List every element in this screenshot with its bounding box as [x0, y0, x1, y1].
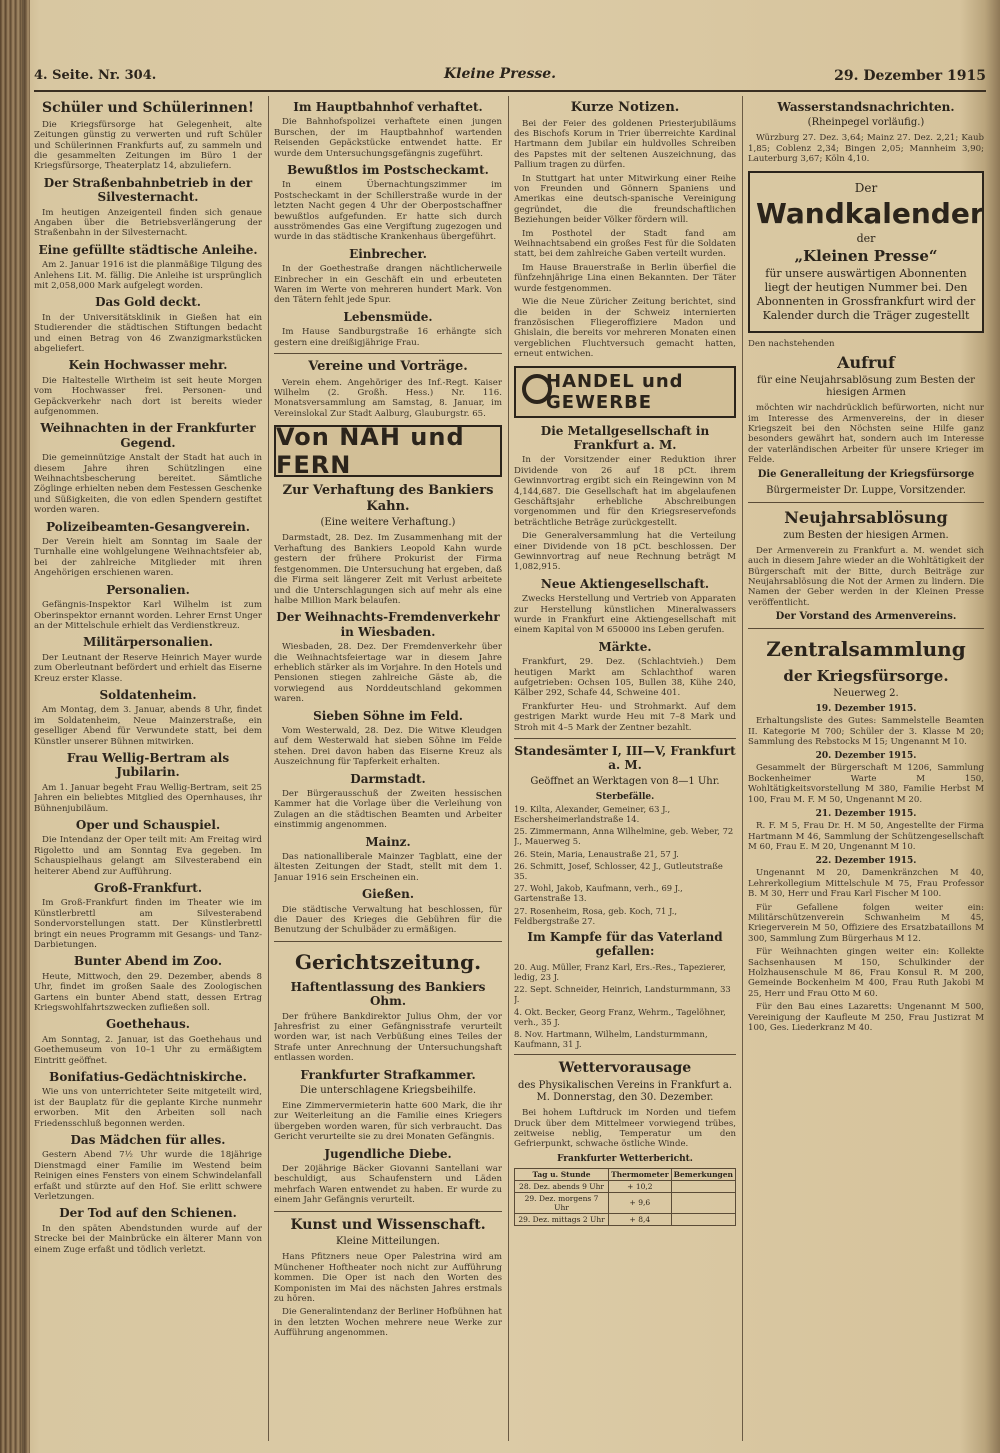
article-text: Die Generalversammlung hat die Verteilung einer Dividende von 18 pCt. beschlossen. Der Gewinnvortrag auf neue Rechnung beträgt M 1,082,915.	[514, 531, 736, 573]
headline: Der Straßenbahnbetrieb in der Silvesternacht.	[43, 175, 253, 205]
headline: Bonifatius-Gedächtniskirche.	[49, 1070, 247, 1084]
section-rule	[274, 1211, 502, 1212]
column-rule	[742, 96, 743, 1441]
article-text: In den späten Abendstunden wurde auf der Strecke bei der Mainbrücke ein älterer Mann von einem Zuge erfaßt und tödlich verletzt.	[34, 1223, 262, 1255]
book-binding	[0, 0, 30, 1453]
article-text: Im heutigen Anzeigenteil finden sich genaue Angaben über die Betriebsverlängerung der Straßenbahn in der Silvesternacht.	[34, 207, 262, 239]
section-headline: Kurze Notizen.	[570, 100, 680, 115]
wandkalender-advertisement	[748, 171, 984, 333]
subheadline: des Physikalischen Vereins in Frankfurt a. M. Donnerstag, den 30. Dezember.	[517, 1080, 733, 1104]
article-text: Heute, Mittwoch, den 29. Dezember, abends 8 Uhr, findet im großen Saale des Zoologischen Gartens ein bunter Abend statt, dessen Ertrag Kriegswohlfahrtszwecken zufließen soll.	[34, 971, 262, 1013]
article-text: Die Generalintendanz der Berliner Hofbühnen hat in den letzten Wochen mehrere neue Werke zur Aufführung angenommen.	[274, 1307, 502, 1339]
article-text: Am Sonntag, 2. Januar, ist das Goethehaus und Goethemuseum von 10–1 Uhr zu ermäßigtem Eintritt geöffnet.	[34, 1034, 262, 1066]
issue-date: 29. Dezember 1915	[834, 68, 986, 84]
date-heading: 22. Dezember 1915.	[815, 856, 917, 867]
headline: Der Weihnachts-Fremdenverkehr in Wiesbaden.	[276, 610, 500, 639]
page-header	[34, 66, 986, 92]
article-text: Gesammelt der Bürgerschaft M 1206, Sammlung Bockenheimer Warte M 150, Wohltätigkeitsvorstellung M 380, Familie Herbst M 100, Frau M. F. M 50, Ungenannt M 20.	[748, 763, 984, 805]
address: Neuerweg 2.	[833, 688, 899, 700]
article-text: Zwecks Herstellung und Vertrieb von Apparaten zur Herstellung künstlichen Mineralwassers wurde in Frankfurt eine Aktiengesellschaft mit einem Kapital von M 650000 ins Leben gerufen.	[514, 594, 736, 636]
article-text: Vom Westerwald, 28. Dez. Die Witwe Kleudgen auf dem Westerwald hat sieben Söhne im Felde stehen. Drei davon haben das Eiserne Kreuz als Auszeichnung für Tapferkeit erhalten.	[274, 725, 502, 768]
headline: Zur Verhaftung des Bankiers Kahn.	[282, 483, 494, 514]
headline: Haftentlassung des Bankiers Ohm.	[290, 979, 486, 1009]
column-rule	[508, 96, 509, 1441]
headline: Wasserstandsnachrichten.	[777, 100, 955, 114]
table-cell: + 9,6	[609, 1192, 672, 1213]
headline: Lebensmüde.	[343, 309, 433, 324]
headline: Aufruf	[837, 353, 895, 373]
section-rule	[514, 1054, 736, 1055]
ad-line: der	[856, 231, 876, 245]
date-heading: 20. Dezember 1915.	[815, 751, 917, 762]
list-item: 26. Stein, Maria, Lenaustraße 21, 57 J.	[514, 848, 679, 859]
article-text: Die gemeinnützige Anstalt der Stadt hat auch in diesem Jahre ihren Schützlingen eine Weihnachtsbescherung bereitet. Sämtliche Zöglinge erhielten neben dem Festessen Geschenke und Süßigkeiten, die von edlen Spendern gestiftet worden waren.	[34, 453, 262, 516]
list-item: 19. Kilta, Alexander, Gemeiner, 63 J., Eschersheimerlandstraße 14.	[514, 803, 671, 825]
article-text: Frankfurter Heu- und Strohmarkt. Auf dem gestrigen Markt wurde Heu mit 7–8 Mark und Stroh mit 4–5 Mark der Zentner bezahlt.	[514, 701, 736, 733]
table-header: Tag u. Stunde	[515, 1168, 609, 1180]
table-row	[515, 1180, 736, 1192]
headline: Personalien.	[106, 582, 190, 597]
article-text: Wiesbaden, 28. Dez. Der Fremdenverkehr über die Weihnachtsfeiertage war in diesem Jahre erheblich stärker als im Vorjahre. In den Hotels und Pensionen stiegen zahlreiche Gäste ab, die vorwiegend aus Norddeutschland gekommen waren.	[274, 642, 502, 705]
gear-icon	[522, 374, 552, 404]
section-headline-gerichtszeitung: Gerichtszeitung.	[294, 949, 482, 974]
headline: Kein Hochwasser mehr.	[68, 358, 228, 373]
table-cell	[671, 1180, 735, 1192]
date-heading: 19. Dezember 1915.	[815, 704, 917, 715]
signature: Die Generalleitung der Kriegsfürsorge	[757, 468, 975, 480]
list-item: 4. Okt. Becker, Georg Franz, Wehrm., Tagelöhner, verh., 35 J.	[514, 1006, 726, 1027]
list-item: 26. Schmitt, Josef, Schlosser, 42 J., Gutleutstraße 35.	[514, 860, 723, 882]
article-text: In der Universitätsklinik in Gießen hat ein Studierender die städtischen Stiftungen bedacht und einen Betrag von 46 Zwanzigmarkstücken abgeliefert.	[34, 312, 262, 355]
headline: Schüler und Schülerinnen!	[42, 100, 254, 116]
table-cell: + 8,4	[609, 1213, 672, 1225]
headline: Weihnachten in der Frankfurter Gegend.	[40, 421, 256, 450]
article-text: Für Weihnachten gingen weiter ein: Kollekte Sachsenhausen M 150, Schulkinder der Holzhausenschule M 86, Frau Konsul R. M 200, Gemeinde Bockenheim M 400, Frau Ruth Jakobi M 25, Herr und Frau Otto M 60.	[748, 947, 984, 999]
article-text: möchten wir nachdrücklich befürworten, nicht nur im Interesse des Armenvereins, der in dieser Kriegszeit bei den Nöchsten seine Hilfe ganz besonders gewährt hat, sondern auch im Interesse der vaterländischen Arbeiter für unsere Krieger im Felde.	[748, 403, 984, 466]
headline: Darmstadt.	[350, 771, 426, 786]
subheadline: zum Besten der hiesigen Armen.	[783, 529, 949, 541]
article-text: Der Verein hielt am Sonntag im Saale der Turnhalle eine wohlgelungene Weihnachtsfeier ab, bei der zahlreiche Mitglieder mit ihren Angehörigen erschienen waren.	[34, 537, 262, 579]
headline: Der Tod auf den Schienen.	[59, 1206, 237, 1221]
article-text: In der Vorsitzender einer Reduktion ihrer Dividende von 26 auf 18 pCt. ihrem Gewinnvortrag ergibt sich ein Reingewinn von M 4,144,687. Die Gesellschaft hat im abgelaufenen Geschäftsjahr erhebliche Abschreibungen vorgenommen und für den Kriegsreservefonds beträchtliche Beträge zurückgestellt.	[514, 455, 736, 528]
article-text: Am Montag, dem 3. Januar, abends 8 Uhr, findet im Soldatenheim, Neue Mainzerstraße, ein geselliger Abend für Verwundete statt, bei dem Künstler unserer Bühnen mitwirken.	[34, 705, 262, 747]
article-text: Gestern Abend 7½ Uhr wurde die 18jährige Dienstmagd einer Familie im Westend beim Reinigen eines Fensters von einem Schwindelanfall erfaßt und stürzte auf den Hof. Sie erlitt schwere Verletzungen.	[34, 1150, 262, 1203]
table-row	[515, 1192, 736, 1213]
headline: Frau Wellig-Bertram als Jubilarin.	[66, 750, 230, 780]
ad-line: Der	[854, 180, 878, 195]
article-text: Am 1. Januar begeht Frau Wellig-Bertram, seit 25 Jahren ein beliebtes Mitglied des Opernhauses, ihr Bühnenjubiläum.	[34, 782, 262, 814]
list-item: 27. Rosenheim, Rosa, geb. Koch, 71 J., Feldbergstraße 27.	[514, 905, 678, 926]
headline: Im Hauptbahnhof verhaftet.	[293, 100, 483, 114]
article-text: Der frühere Bankdirektor Julius Ohm, der vor Jahresfrist zu einer Gefängnisstrafe verurteilt worden war, ist nach Verbüßung eines Teiles der Strafe unter Anrechnung der Untersuchungshaft entlassen worden.	[274, 1011, 502, 1064]
headline: Sieben Söhne im Feld.	[313, 708, 463, 723]
article-text: Wie die Neue Züricher Zeitung berichtet, sind die beiden in der Schweiz internierten französischen Fliegeroffiziere Madon und Ghislain, die bereits vor mehreren Monaten einen vergeblichen Fluchtversuch gemacht hatten, erneut entwichen.	[514, 297, 736, 360]
article-text: In der Goethestraße drangen nächtlicherweile Einbrecher in ein Geschäft ein und erbeuteten Waren im Werte von mehreren hundert Mark. Von den Tätern fehlt jede Spur.	[274, 264, 502, 306]
article-text: Die Bahnhofspolizei verhaftete einen jungen Burschen, der im Hauptbahnhof wartenden Reisenden Gepäckstücke entwendet hatte. Er wurde dem Untersuchungsgefängnis zugeführt.	[274, 117, 502, 159]
article-text: Bei der Feier des goldenen Priesterjubiläums des Bischofs Korum in Trier überreichte Kardinal Hartmann dem Jubilar ein huldvolles Schreiben des Papstes mit der seltenen Auszeichnung, das Pallium tragen zu dürfen.	[514, 118, 736, 171]
article-text: In einem Übernachtungszimmer im Postscheckamt in der Schillerstraße wurde in der letzten Nacht gegen 4 Uhr der Oberpostschaffner bewußtlos aufgefunden. Er hatte sich durch ausströmendes Gas eine Vergiftung zugezogen und wurde in das städtische Krankenhaus übergeführt.	[274, 180, 502, 243]
ad-subtitle: „Kleinen Presse“	[794, 246, 938, 265]
subheadline: (Eine weitere Verhaftung.)	[320, 517, 456, 529]
section-headline: Standesämter I, III—V, Frankfurt a. M.	[514, 744, 736, 773]
article-text: Ungenannt M 20, Damenkränzchen M 40, Lehrerkollegium Mittelschule M 75, Frau Professor B. M 30, Herr und Frau Karl Fischer M 100.	[748, 868, 984, 900]
article-text: Im Hause Sandburgstraße 16 erhängte sich gestern eine dreißigjährige Frau.	[274, 327, 502, 348]
table-cell	[671, 1192, 735, 1213]
headline: Mainz.	[365, 834, 411, 849]
article-text: Der Armenverein zu Frankfurt a. M. wendet sich auch in diesem Jahre wieder an die Wohltätigkeit der Bürgerschaft mit der Bitte, durch Beiträge zur Neujahrsablösung die Not der Armen zu lindern. Die Namen der Geber werden in der Kleinen Presse veröffentlicht.	[748, 545, 984, 608]
article-text: Erhaltungsliste des Gutes: Sammelstelle Beamten II. Kategorie M 700; Schüler der 3. Klasse M 20; Sammlung des Rebstocks M 15; Ungenannt M 10.	[748, 716, 984, 748]
article-text: Die städtische Verwaltung hat beschlossen, für die Dauer des Krieges die Gebühren für die Benutzung der Schulbäder zu ermäßigen.	[274, 904, 502, 936]
newspaper-sheet	[34, 66, 986, 1446]
section-rule	[514, 738, 736, 739]
subheadline: Geöffnet an Werktagen von 8—1 Uhr.	[530, 775, 720, 787]
table-cell	[671, 1213, 735, 1225]
headline: Oper und Schauspiel.	[75, 817, 221, 832]
headline: Bewußtlos im Postscheckamt.	[287, 163, 489, 178]
headline: Gießen.	[361, 887, 415, 902]
article-text: In Stuttgart hat unter Mitwirkung einer Reihe von Freunden und Gönnern Spaniens und Amerikas eine deutsch-spanische Vereinigung gegründet, die die freundschaftlichen Beziehungen beider Völker fördern will.	[514, 173, 736, 226]
article-text: Die Haltestelle Wirtheim ist seit heute Morgen vom Hochwasser frei. Personen- und Gepäckverkehr nach dort ist bereits wieder aufgenommen.	[34, 375, 262, 418]
headline: Jugendliche Diebe.	[324, 1146, 452, 1161]
table-header: Bemerkungen	[671, 1168, 735, 1180]
subheadline: Kleine Mitteilungen.	[336, 1236, 440, 1248]
article-text: Hans Pfitzners neue Oper Palestrina wird am Münchener Hoftheater noch nicht zur Aufführung kommen. Die Oper ist nach den Worten des Komponisten im Mai des nächsten Jahres erstmals zu hören.	[274, 1252, 502, 1305]
article-text: Frankfurt, 29. Dez. (Schlachtvieh.) Dem heutigen Markt am Schlachthof waren aufgetrieben: Ochsen 105, Bullen 38, Kühe 240, Kälber 292, Schafe 44, Schweine 401.	[514, 657, 736, 699]
article-text: Die Kriegsfürsorge hat Gelegenheit, alte Zeitungen günstig zu verwerten und ruft Schüler und Schülerinnen Frankfurts auf, zu sammeln und die gesammelten Zeitungen im Büro 1 der Kriegsfürsorge, Theaterplatz 14, abzuliefern.	[34, 119, 262, 172]
article-text: Der 20jährige Bäcker Giovanni Santellani war beschuldigt, aus Schaufenstern und Läden mehrfach Waren entwendet zu haben. Er wurde zu einem Jahr Gefängnis verurteilt.	[274, 1164, 502, 1206]
article-text: Im Hause Brauerstraße in Berlin überfiel die fünfzehnjährige Lina einen Bekannten. Der Täter wurde festgenommen.	[514, 262, 736, 294]
subheadline: der Kriegsfürsorge.	[783, 667, 949, 686]
article-text: Der Bürgerausschuß der Zweiten hessischen Kammer hat die Vorlage über die Verleihung von Zulagen an die städtischen Beamten und Arbeiter einstimmig angenommen.	[274, 788, 502, 831]
article-text: Darmstadt, 28. Dez. Im Zusammenhang mit der Verhaftung des Bankiers Leopold Kahn wurde gestern der frühere Prokurist der Firma festgenommen. Die Untersuchung hat ergeben, daß die Firma seit längerer Zeit mit Verlust arbeitete und die Unterschlagungen sich auf mehr als eine halbe Million Mark belaufen.	[274, 533, 502, 606]
section-headline-zentralsammlung: Zentralsammlung	[766, 637, 966, 662]
table-cell: 29. Dez. morgens 7 Uhr	[515, 1192, 609, 1213]
section-rule	[748, 502, 984, 503]
article-text: Am 2. Januar 1916 ist die planmäßige Tilgung des Anlehens Lit. M. fällig. Die Anleihe ist ursprünglich mit 2,058,000 Mark aufgelegt worden.	[34, 260, 262, 292]
headline: Eine gefüllte städtische Anleihe.	[38, 242, 258, 257]
article-text: Eine Zimmervermieterin hatte 600 Mark, die ihr zur Weiterleitung an die Familie eines Kriegers übergeben worden waren, für sich verbraucht. Das Gericht verurteilte sie zu drei Monaten Gefängnis.	[274, 1100, 502, 1143]
headline: Märkte.	[598, 639, 652, 654]
article-text: R. F. M 5, Frau Dr. H. M 50, Angestellte der Firma Hartmann M 46, Sammlung der Schützengesellschaft M 60, Frau E. M 20, Ungenannt M 10.	[748, 821, 984, 852]
list-heading: Sterbefälle.	[595, 791, 655, 802]
table-title: Frankfurter Wetterbericht.	[557, 1153, 693, 1164]
article-text: Im Posthotel der Stadt fand am Weihnachtsabend ein großes Fest für die Soldaten statt, bei dem zahlreiche Gaben verteilt wurden.	[514, 228, 736, 260]
list-item: 20. Aug. Müller, Franz Karl, Ers.-Res., Tapezierer, ledig, 23 J.	[514, 961, 726, 983]
binding-shadow	[22, 0, 25, 1453]
article-text: Den nachstehenden	[748, 338, 835, 349]
headline: Das Gold deckt.	[95, 295, 201, 310]
article-text: Gefängnis-Inspektor Karl Wilhelm ist zum Oberinspektor ernannt worden. Lehrer Ernst Unger an der Mittelschule erhielt das Verdienstkreuz.	[34, 600, 262, 631]
subheadline: (Rheinpegel vorläufig.)	[807, 117, 925, 129]
article-text: Der Leutnant der Reserve Heinrich Mayer wurde zum Oberleutnant befördert und erhielt das Eiserne Kreuz erster Klasse.	[34, 652, 262, 684]
headline: Goethehaus.	[106, 1017, 190, 1032]
list-item: 22. Sept. Schneider, Heinrich, Landsturmmann, 33 J.	[514, 984, 731, 1005]
headline: Groß-Frankfurt.	[93, 880, 203, 895]
page-number: 4. Seite. Nr. 304.	[34, 68, 157, 83]
article-text: Für den Bau eines Lazaretts: Ungenannt M 500, Vereinigung der Kaufleute M 250, Frau Justizrat M 100, Ges. Liederkranz M 40.	[748, 1002, 984, 1034]
list-item: 27. Wohl, Jakob, Kaufmann, verh., 69 J., Gartenstraße 13.	[514, 883, 683, 904]
ad-title: Wandkalender	[756, 196, 984, 230]
column-rule	[268, 96, 269, 1441]
column-2	[274, 96, 502, 1441]
headline: Einbrecher.	[349, 246, 427, 261]
weather-table	[514, 1168, 736, 1226]
headline: Neue Aktiengesellschaft.	[540, 576, 710, 591]
headline: Soldatenheim.	[99, 687, 197, 702]
table-header: Thermometer	[609, 1168, 672, 1180]
list-item: 8. Nov. Hartmann, Wilhelm, Landsturmmann, Kaufmann, 31 J.	[514, 1029, 708, 1050]
newspaper-title: Kleine Presse.	[444, 66, 557, 82]
section-rule	[274, 941, 502, 942]
headline: Im Kampfe für das Vaterland gefallen:	[527, 930, 723, 959]
article-text: Für Gefallene folgen weiter ein: Militärschützenverein Schwanheim M 45, Kriegerverein M 50, Offiziere des Ersatzbataillons M 300, Sammlung Zum Bürgerhaus M 12.	[748, 902, 984, 944]
headline: Frankfurter Strafkammer.	[300, 1067, 476, 1082]
list-item: 25. Zimmermann, Anna Wilhelmine, geb. Weber, 72 J., Mauerweg 5.	[514, 826, 734, 847]
headline: Bunter Abend im Zoo.	[73, 954, 223, 969]
headline: Militärpersonalien.	[83, 635, 213, 650]
article-text: Wie uns von unterrichteter Seite mitgeteilt wird, ist der Bauplatz für die geplante Kirche nunmehr erworben. Mit den Arbeiten soll nach Friedensschluß begonnen werden.	[34, 1087, 262, 1129]
table-cell: 28. Dez. abends 9 Uhr	[515, 1180, 609, 1192]
ad-body: für unsere auswärtigen Abonnenten liegt der heutigen Nummer bei. Den Abonnenten in Grossfrankfurt wird der Kalender durch die Träger zugestellt	[756, 266, 976, 322]
section-banner-handel-und-gewerbe	[514, 366, 736, 418]
table-cell: + 10,2	[609, 1180, 672, 1192]
headline: Das Mädchen für alles.	[70, 1133, 226, 1148]
article-text: Würzburg 27. Dez. 3,64; Mainz 27. Dez. 2,21; Kaub 1,85; Coblenz 2,34; Bingen 2,05; Mannheim 3,90; Lauterburg 3,67; Köln 4,10.	[748, 133, 984, 165]
article-text: Das nationalliberale Mainzer Tagblatt, eine der ältesten Zeitungen der Stadt, stellt mit dem 1. Januar 1916 sein Erscheinen ein.	[274, 851, 502, 883]
column-3	[514, 96, 736, 1441]
article-text: Die Intendanz der Oper teilt mit: Am Freitag wird Rigoletto und am Sonntag Eva gegeben. Im Schauspielhaus gelangt am Silvesterabend ein heiterer Abend zur Aufführung.	[34, 835, 262, 877]
article-text: Im Groß-Frankfurt finden im Theater wie im Künstlerbrettl am Silvesterabend Sondervorstellungen statt. Der Künstlerbrettl bringt ein neues Programm mit Gesangs- und Tanz-Darbietungen.	[34, 898, 262, 950]
column-4	[748, 96, 984, 1441]
headline: Neujahrsablösung	[784, 507, 948, 527]
signature: Der Vorstand des Armenvereins.	[775, 611, 957, 623]
signature: Bürgermeister Dr. Luppe, Vorsitzender.	[766, 484, 966, 496]
banner-label: HANDEL und GEWERBE	[546, 370, 684, 413]
section-headline: Kunst und Wissenschaft.	[290, 1216, 486, 1233]
column-1	[34, 96, 262, 1441]
article-text: Bei hohem Luftdruck im Norden und tiefem Druck über dem Mittelmeer vorwiegend trübes, zeitweise neblig, Temperatur um den Gefrierpunkt, schwache östliche Winde.	[514, 1108, 736, 1150]
subheadline: Die unterschlagene Kriegsbeihilfe.	[299, 1084, 477, 1096]
section-rule	[274, 353, 502, 354]
section-headline: Vereine und Vorträge.	[308, 359, 468, 375]
headline: Polizeibeamten-Gesangverein.	[46, 519, 250, 534]
article-text: Verein ehem. Angehöriger des Inf.-Regt. Kaiser Wilhelm (2. Großh. Hess.) Nr. 116. Monatsversammlung am Samstag, 8. Januar, im Vereinslokal Zur Stadt Aalburg, Glauburgstr. 65.	[274, 377, 502, 419]
section-banner-von-nah-und-fern: Von NAH und FERN	[274, 425, 502, 477]
headline: Die Metallgesellschaft in Frankfurt a. M.	[540, 423, 710, 452]
section-headline: Wettervorausage	[558, 1060, 692, 1077]
subheadline: für eine Neujahrsablösung zum Besten der hiesigen Armen	[757, 375, 975, 399]
table-cell: 29. Dez. mittags 2 Uhr	[515, 1213, 609, 1225]
date-heading: 21. Dezember 1915.	[815, 809, 917, 820]
table-header-row	[515, 1168, 736, 1180]
section-rule	[748, 628, 984, 629]
table-row	[515, 1213, 736, 1225]
